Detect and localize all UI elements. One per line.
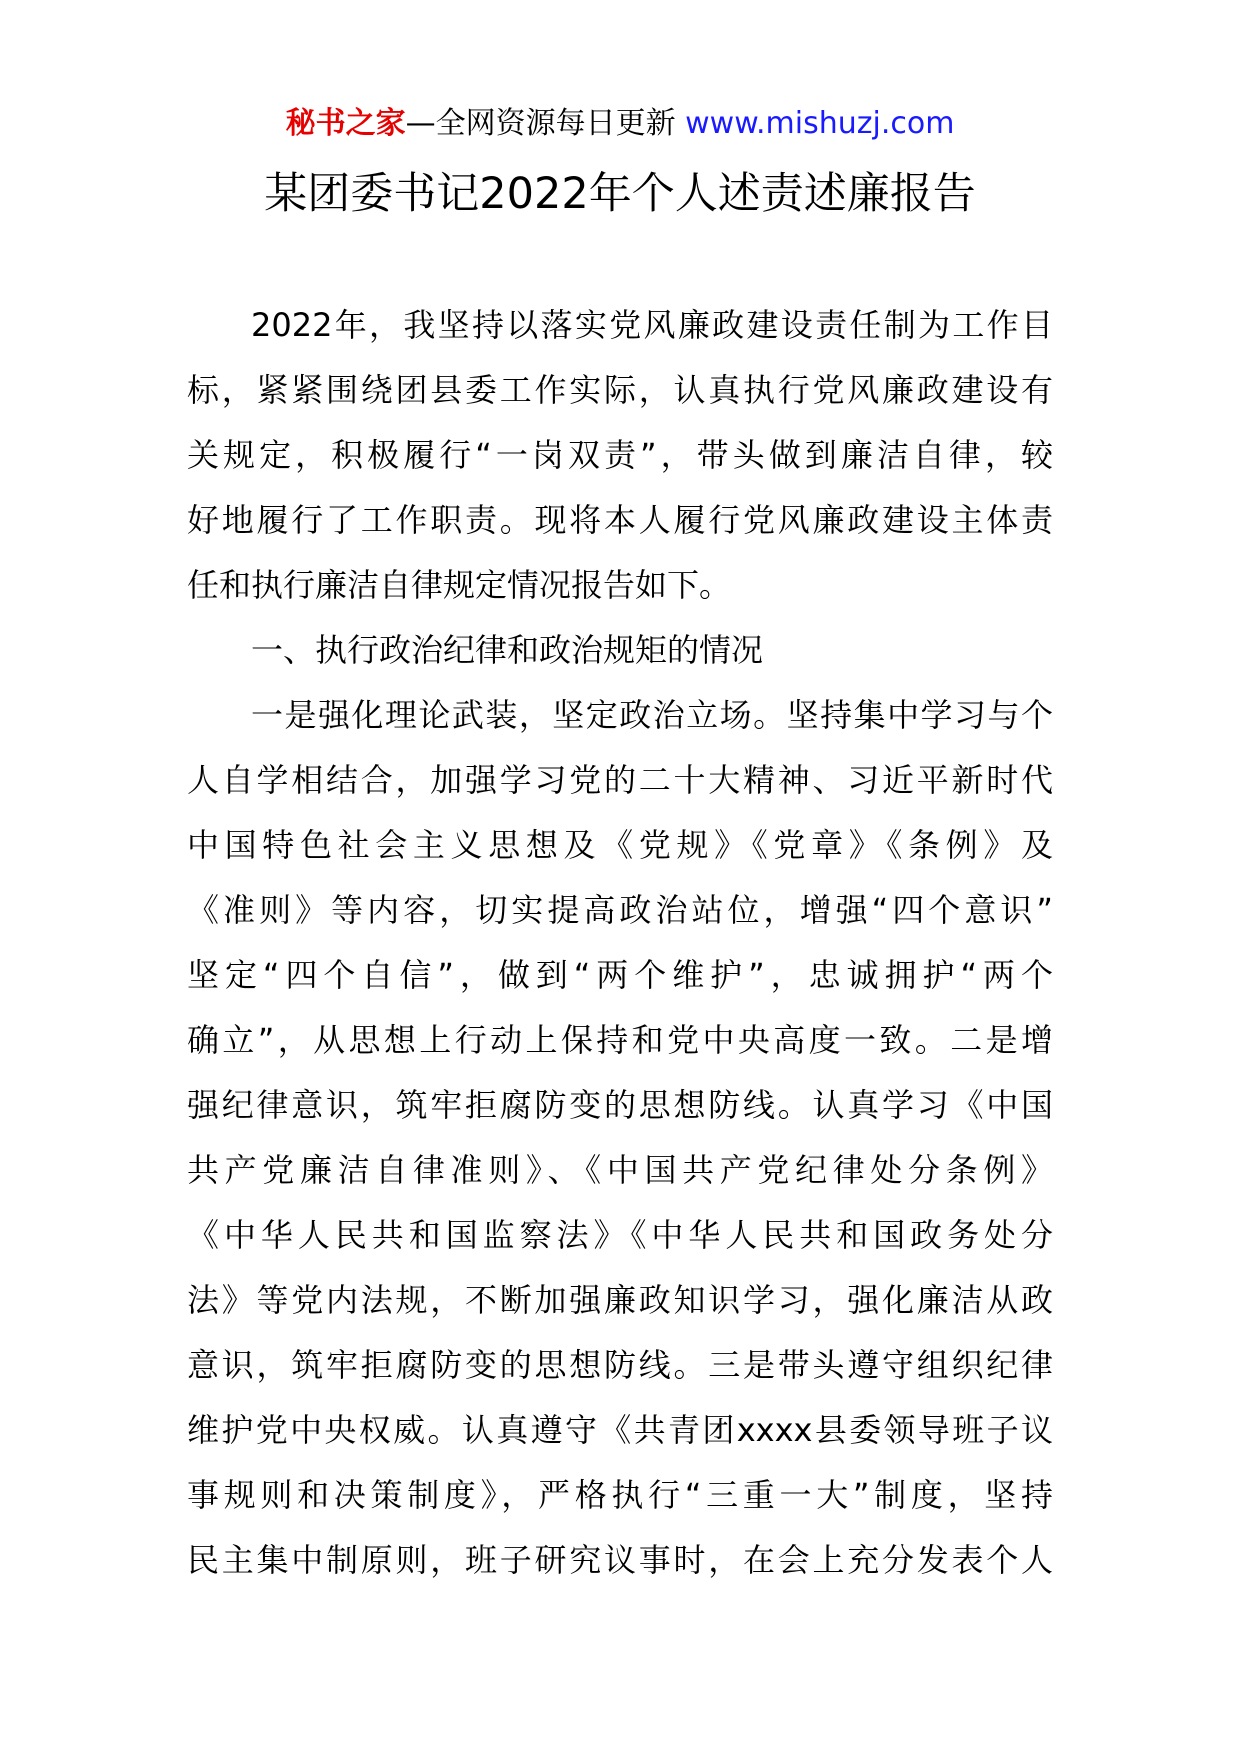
body-line: 维护党中央权威。认真遵守《共青团xxxx县委领导班子议 xyxy=(187,1411,1053,1449)
body-line: 民主集中制原则，班子研究议事时，在会上充分发表个人 xyxy=(187,1541,1053,1579)
body-line: 法》等党内法规，不断加强廉政知识学习，强化廉洁从政 xyxy=(187,1281,1053,1319)
body-line: 意识，筑牢拒腐防变的思想防线。三是带头遵守组织纪律 xyxy=(187,1346,1053,1384)
body-line: 好地履行了工作职责。现将本人履行党风廉政建设主体责 xyxy=(187,501,1053,539)
body-line: 2022年，我坚持以落实党风廉政建设责任制为工作目 xyxy=(251,306,1053,344)
body-line: 关规定，积极履行“一岗双责”，带头做到廉洁自律，较 xyxy=(187,436,1053,474)
body-line: 事规则和决策制度》，严格执行“三重一大”制度，坚持 xyxy=(187,1476,1053,1514)
body-line: 任和执行廉洁自律规定情况报告如下。 xyxy=(187,566,732,604)
header-tagline: —全网资源每日更新 xyxy=(405,106,686,141)
body-line: 标，紧紧围绕团县委工作实际，认真执行党风廉政建设有 xyxy=(187,371,1053,409)
body-line: 确立”，从思想上行动上保持和党中央高度一致。二是增 xyxy=(187,1021,1053,1059)
document-title: 某团委书记2022年个人述责述廉报告 xyxy=(264,169,976,219)
brand-name: 秘书之家 xyxy=(285,106,406,141)
body-line: 《中华人民共和国监察法》《中华人民共和国政务处分 xyxy=(187,1216,1053,1254)
body-line: 共产党廉洁自律准则》、《中国共产党纪律处分条例》 xyxy=(187,1151,1053,1189)
body-line: 人自学相结合，加强学习党的二十大精神、习近平新时代 xyxy=(187,761,1053,799)
body-line: 中国特色社会主义思想及《党规》《党章》《条例》及 xyxy=(187,826,1053,864)
body-line: 坚定“四个自信”，做到“两个维护”，忠诚拥护“两个 xyxy=(187,956,1053,994)
body-line: 《准则》等内容，切实提高政治站位，增强“四个意识” xyxy=(187,891,1053,929)
body-line: 一是强化理论武装，坚定政治立场。坚持集中学习与个 xyxy=(251,696,1053,734)
site-url: www.mishuzj.com xyxy=(685,106,955,141)
body-line: 强纪律意识，筑牢拒腐防变的思想防线。认真学习《中国 xyxy=(187,1086,1053,1124)
section-heading: 一、执行政治纪律和政治规矩的情况 xyxy=(251,631,764,669)
document-body xyxy=(187,293,1053,1593)
site-header xyxy=(0,102,1240,146)
